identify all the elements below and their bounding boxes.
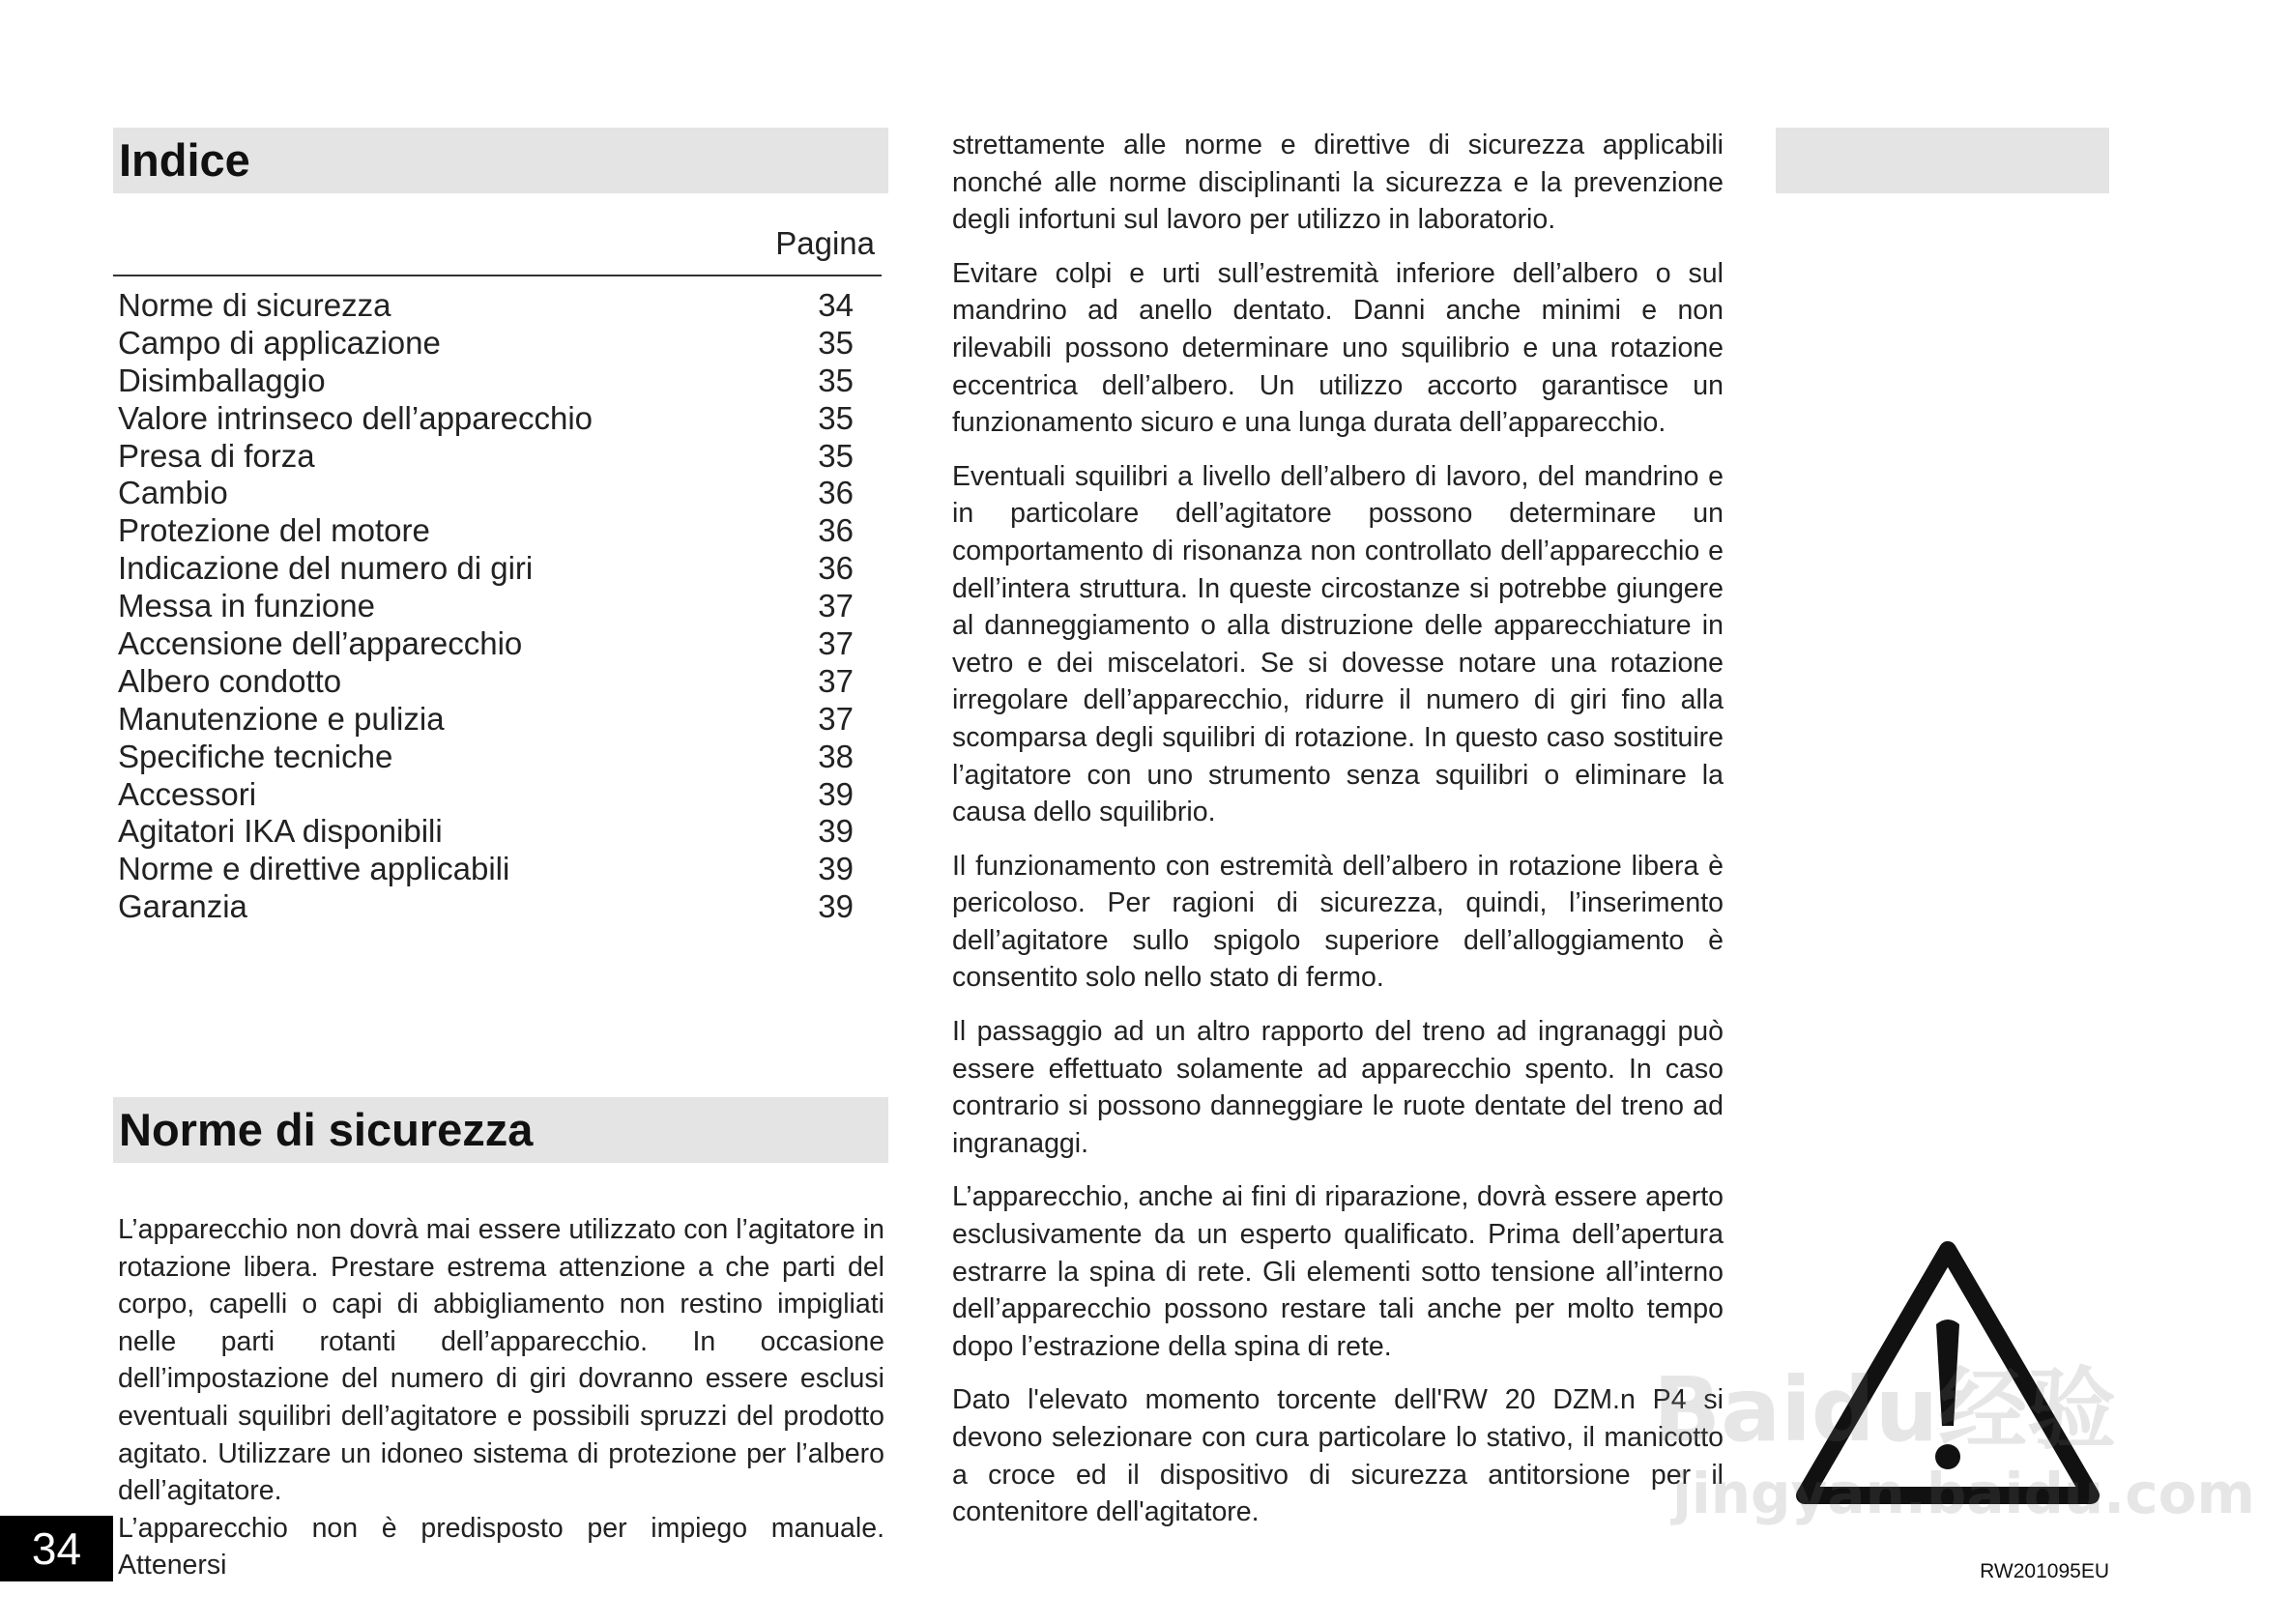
toc-item	[118, 475, 854, 512]
safety-paragraph: Eventuali squilibri a livello dell’albero di lavoro, del mandrino e in particolare dell’agitatore possono determinare un comportamento di risonanza non controllato dell’apparecchio e dell’intera struttura. In queste circostanze si potrebbe giungere al danneggiamento o alla distruzione delle apparecchiature in vetro e dei miscelatori. Se si dovesse notare una rotazione irregolare dell’apparecchio, ridurre il numero di giri fino alla scomparsa degli squilibri di rotazione. In questo caso sostituire l’agitatore con uno strumento senza squilibri o eliminare la causa dello squilibrio.	[952, 460, 1724, 828]
toc-item-page: 39	[818, 813, 854, 850]
toc-item-label: Agitatori IKA disponibili	[118, 813, 443, 850]
safety-paragraph: L’apparecchio non dovrà mai essere utilizzato con l’agitatore in rotazione libera. Prestare estrema attenzione a che parti del corpo, capelli o capi di abbigliamento non restino impigliati nelle parti rotanti dell’apparecchio. In occasione dell’impostazione del numero di giri dovranno essere esclusi eventuali squilibri dell’agitatore e possibili spruzzi del prodotto agitato. Utilizzare un idoneo sistema di protezione per l’albero dell’agitatore.	[118, 1214, 884, 1507]
safety-left-text	[118, 1211, 884, 1584]
toc-item-label: Accensione dell’apparecchio	[118, 625, 523, 662]
toc-item	[118, 512, 854, 550]
toc-item	[118, 325, 854, 362]
toc-item	[118, 851, 854, 888]
baidu-watermark	[1643, 1353, 2255, 1527]
toc-item-label: Messa in funzione	[118, 588, 375, 624]
toc-item-label: Norme e direttive applicabili	[118, 851, 510, 887]
toc-item-page: 36	[818, 512, 854, 549]
toc-item	[118, 813, 854, 851]
toc-item	[118, 776, 854, 814]
toc-item	[118, 663, 854, 701]
toc-page-column-label: Pagina	[775, 225, 875, 261]
toc-item-label: Indicazione del numero di giri	[118, 550, 534, 587]
toc-item-page: 36	[818, 550, 854, 587]
toc-item	[118, 588, 854, 625]
toc-item-label: Manutenzione e pulizia	[118, 700, 445, 737]
toc-item-page: 37	[818, 700, 854, 737]
safety-title: Norme di sicurezza	[119, 1104, 534, 1155]
toc-item-page: 35	[818, 362, 854, 398]
toc-item	[118, 362, 854, 400]
toc-item-label: Accessori	[118, 775, 257, 812]
document-code: RW201095EU	[1980, 1560, 2109, 1582]
safety-paragraph: Dato l'elevato momento torcente dell'RW 20 DZM.n P4 si devono selezionare con cura particolare lo stativo, il manicotto a croce ed il dispositivo di sicurezza antitorsione per il contenitore dell'agitatore.	[952, 1384, 1724, 1528]
toc-item	[118, 550, 854, 588]
toc-divider	[113, 275, 882, 276]
safety-paragraph: Evitare colpi e urti sull’estremità inferiore dell’albero o sul mandrino ad anello dentato. Danni anche minimi e non rilevabili possono determinare uno squilibrio e una rotazione eccentrica dell’albero. Un utilizzo accorto garantisce un funzionamento sicuro e una lunga durata dell’apparecchio.	[952, 257, 1724, 439]
toc-item-label: Protezione del motore	[118, 512, 430, 549]
toc-item-page: 38	[818, 738, 854, 774]
toc-item-page: 37	[818, 588, 854, 624]
toc-item	[118, 625, 854, 663]
toc-item-label: Cambio	[118, 475, 228, 511]
toc-item-page: 35	[818, 437, 854, 474]
toc-item	[118, 438, 854, 476]
safety-right-text	[952, 127, 1724, 1548]
toc-item-page: 39	[818, 775, 854, 812]
safety-paragraph: strettamente alle norme e direttive di sicurezza applicabili nonché alle norme disciplinanti la sicurezza e la prevenzione degli infortuni sul lavoro per utilizzo in laboratorio.	[952, 130, 1724, 236]
toc-item-page: 36	[818, 475, 854, 511]
toc-item-page: 35	[818, 399, 854, 436]
toc-item-label: Presa di forza	[118, 437, 315, 474]
toc-item-page: 39	[818, 851, 854, 887]
toc-heading-bar	[113, 128, 888, 193]
toc-item-page: 37	[818, 625, 854, 662]
toc-item	[118, 739, 854, 776]
toc-item-label: Campo di applicazione	[118, 324, 441, 361]
toc-item-page: 39	[818, 888, 854, 925]
watermark-line2: jingyan.baidu.com	[1672, 1461, 2255, 1526]
toc-list	[118, 287, 854, 926]
toc-item-page: 34	[818, 287, 854, 323]
watermark-line1: Baidu经验	[1653, 1358, 2117, 1462]
toc-item-label: Norme di sicurezza	[118, 287, 391, 323]
toc-item-label: Valore intrinseco dell’apparecchio	[118, 399, 594, 436]
toc-item-label: Disimballaggio	[118, 362, 326, 398]
toc-item	[118, 888, 854, 926]
toc-item-page: 37	[818, 662, 854, 699]
toc-item	[118, 287, 854, 325]
safety-paragraph: Il passaggio ad un altro rapporto del treno ad ingranaggi può essere effettuato solamente ad apparecchio spento. In caso contrario si possono danneggiare le ruote dentate del treno ad ingranaggi.	[952, 1016, 1724, 1159]
toc-item	[118, 701, 854, 739]
safety-paragraph: Il funzionamento con estremità dell’albero in rotazione libera è pericoloso. Per ragioni di sicurezza, quindi, l’inserimento dell’agitatore sullo spigolo superiore dell’alloggiamento è consentito solo nello stato di fermo.	[952, 850, 1724, 994]
safety-paragraph: L’apparecchio non è predisposto per impiego manuale. Attenersi	[118, 1512, 884, 1581]
toc-item-label: Garanzia	[118, 888, 247, 925]
toc-item-label: Specifiche tecniche	[118, 738, 393, 774]
toc-title: Indice	[119, 134, 250, 186]
page-number-badge: 34	[0, 1516, 113, 1581]
toc-item-label: Albero condotto	[118, 662, 342, 699]
toc-item-page: 35	[818, 324, 854, 361]
toc-item	[118, 400, 854, 438]
safety-heading-bar	[113, 1097, 888, 1163]
safety-paragraph: L’apparecchio, anche ai fini di riparazione, dovrà essere aperto esclusivamente da un esperto qualificato. Prima dell’apertura estrarre la spina di rete. Gli elementi sotto tensione all’interno dell’apparecchio possono restare tali anche per molto tempo dopo l’estrazione della spina di rete.	[952, 1181, 1724, 1362]
right-heading-bar	[1776, 128, 2109, 193]
